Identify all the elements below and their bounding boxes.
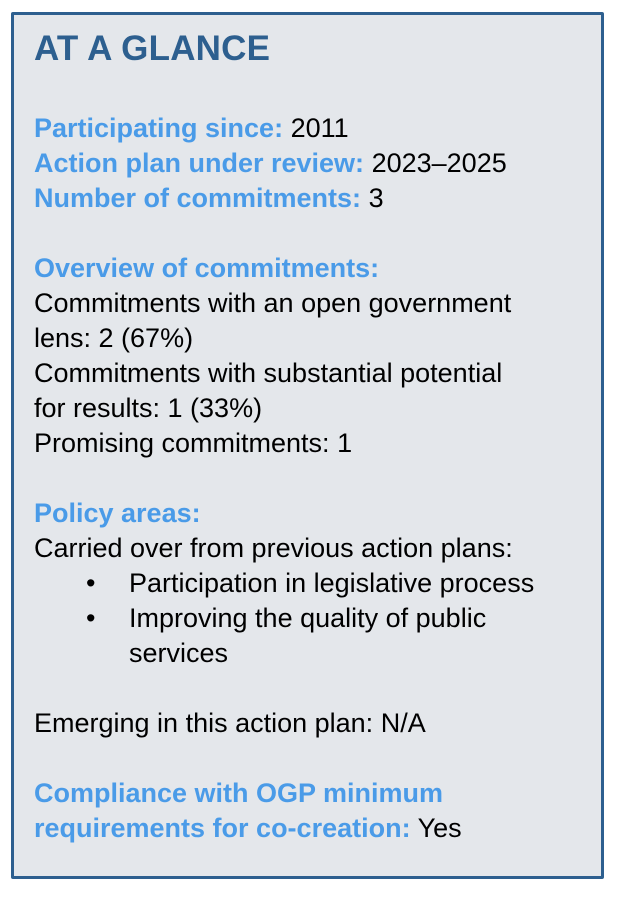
spacer (34, 216, 594, 251)
number-of-commitments-label: Number of commitments: (34, 183, 362, 213)
list-item-text: Participation in legislative process (129, 568, 535, 598)
number-of-commitments-value: 3 (368, 183, 384, 213)
participating-since-value: 2011 (290, 113, 349, 143)
list-item-text: Improving the quality of public (129, 603, 487, 633)
box-content (34, 111, 594, 846)
box-title: AT A GLANCE (34, 29, 271, 68)
spacer (34, 671, 594, 706)
spacer (34, 741, 594, 776)
overview-line: Commitments with substantial potential (34, 358, 503, 388)
number-of-commitments-row (34, 181, 594, 216)
policy-areas-heading: Policy areas: (34, 498, 201, 528)
list-item (34, 566, 594, 601)
at-a-glance-box (11, 12, 604, 879)
action-plan-value: 2023–2025 (371, 148, 507, 178)
carried-over-list (34, 566, 594, 671)
compliance-row (34, 811, 594, 846)
overview-line: for results: 1 (33%) (34, 393, 263, 423)
overview-heading: Overview of commitments: (34, 253, 380, 283)
emerging-line: Emerging in this action plan: N/A (34, 708, 426, 738)
carried-over-label: Carried over from previous action plans: (34, 533, 513, 563)
participating-since-label: Participating since: (34, 113, 284, 143)
bullet-icon: • (86, 568, 96, 598)
compliance-label-line2: requirements for co-creation: (34, 813, 411, 843)
action-plan-label: Action plan under review: (34, 148, 365, 178)
spacer (34, 461, 594, 496)
overview-line: Commitments with an open government (34, 288, 512, 318)
overview-line: lens: 2 (67%) (34, 323, 194, 353)
overview-line: Promising commitments: 1 (34, 428, 353, 458)
action-plan-row (34, 146, 594, 181)
participating-since-row (34, 111, 594, 146)
bullet-icon: • (86, 603, 96, 633)
compliance-label-line1: Compliance with OGP minimum (34, 778, 444, 808)
list-item-text: services (129, 638, 229, 668)
compliance-value: Yes (417, 813, 462, 843)
list-item (34, 601, 594, 671)
